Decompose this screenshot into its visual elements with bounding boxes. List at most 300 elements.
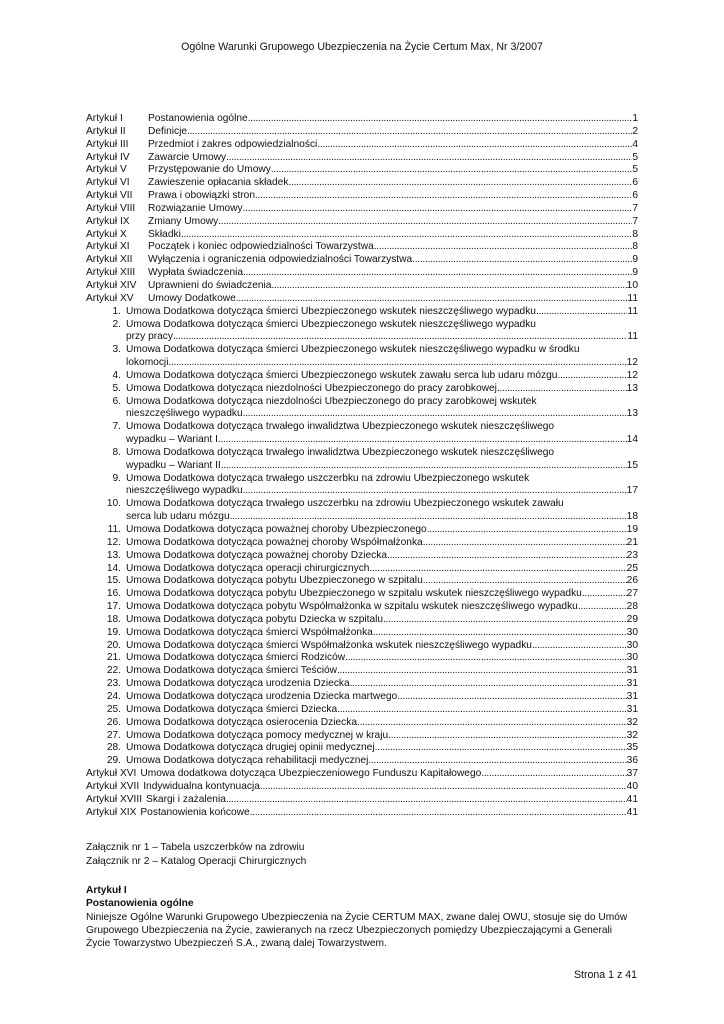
toc-leader-dots bbox=[368, 755, 626, 768]
toc-leader-dots bbox=[337, 704, 626, 717]
toc-entry-text: Umowa Dodatkowa dotycząca śmierci Dziecka bbox=[126, 703, 338, 715]
article-paragraph: Niniejsze Ogólne Warunki Grupowego Ubezpieczenia na Życie CERTUM MAX, zwane dalej OWU, stosuje się do Umów Grupowego Ubezpieczenia na Życie, zawieranych na rzecz Ubezpieczonych pomiędzy Ubezpieczającymi a Generali Życie Towarzystwo Ubezpieczeń S.A., zwaną dalej Towarzystwem. bbox=[86, 911, 628, 950]
toc-article-row[interactable] bbox=[86, 113, 638, 126]
toc-entry-text: Wyłączenia i ograniczenia odpowiedzialności Towarzystwa bbox=[148, 254, 413, 266]
toc-entry-text: Umowa Dodatkowa dotycząca śmierci Współmałżonka wskutek nieszczęśliwego wypadku bbox=[126, 639, 532, 651]
toc-leader-dots bbox=[230, 511, 627, 524]
toc-subitem-text: Umowa Dodatkowa dotycząca trwałego inwalidztwa Ubezpieczonego wskutek nieszczęśliwego bbox=[126, 446, 555, 458]
toc-entry-title bbox=[146, 794, 638, 807]
toc-leader-dots bbox=[373, 627, 627, 640]
toc-article-row[interactable] bbox=[86, 177, 638, 190]
toc-subitem-number: 14. bbox=[106, 562, 121, 574]
toc-page-number: 36 bbox=[626, 755, 638, 767]
toc-entry-title bbox=[126, 665, 638, 678]
toc-leader-dots bbox=[397, 691, 626, 704]
toc-article-label: Artykuł VIII bbox=[86, 202, 136, 214]
toc-leader-dots bbox=[248, 113, 633, 126]
toc-entry-text: Początek i koniec odpowiedzialności Towarzystwa bbox=[148, 241, 374, 253]
toc-entry-text: Umowa Dodatkowa dotycząca pobytu Współmałżonka w szpitalu wskutek nieszczęśliwego wypadku bbox=[126, 601, 578, 613]
toc-leader-dots bbox=[423, 575, 627, 588]
toc-entry-title bbox=[148, 113, 638, 126]
toc-entry-text: Umowa Dodatkowa dotycząca pobytu Ubezpieczonego w szpitalu wskutek nieszczęśliwego wypadku bbox=[126, 588, 582, 600]
toc-entry-title bbox=[148, 164, 638, 177]
toc-entry-title bbox=[126, 717, 638, 730]
toc-page-number: 5 bbox=[632, 151, 638, 163]
toc-entry-text: Umowa Dodatkowa dotycząca rehabilitacji medycznej bbox=[126, 755, 369, 767]
toc-entry-text: wypadku – Wariant I bbox=[126, 434, 218, 446]
toc-page-number: 32 bbox=[626, 716, 638, 728]
toc-article-row[interactable] bbox=[86, 241, 638, 254]
toc-subitem-number: 3. bbox=[112, 344, 121, 356]
toc-article-label: Artykuł XII bbox=[86, 254, 133, 266]
toc-subitem-row[interactable] bbox=[86, 447, 638, 460]
toc-subitem-row[interactable] bbox=[86, 575, 638, 588]
toc-entry-title bbox=[126, 755, 638, 768]
toc-entry-title bbox=[140, 807, 638, 820]
toc-entry-title bbox=[126, 511, 638, 524]
toc-subitem-row-cont[interactable] bbox=[86, 460, 638, 473]
toc-subitem-text: Umowa Dodatkowa dotycząca trwałego uszczerbku na zdrowiu Ubezpieczonego wskutek zawału bbox=[126, 498, 564, 510]
page-number: Strona 1 z 41 bbox=[573, 969, 637, 981]
toc-article-label: Artykuł III bbox=[86, 138, 129, 150]
toc-leader-dots bbox=[582, 588, 627, 601]
toc-article-label: Artykuł XIX bbox=[86, 806, 137, 818]
toc-entry-title bbox=[126, 331, 638, 344]
toc-entry-text: Umowy Dodatkowe bbox=[148, 292, 236, 304]
toc-subitem-text: Umowa Dodatkowa dotycząca śmierci Ubezpieczonego wskutek nieszczęśliwego wypadku bbox=[126, 318, 536, 330]
toc-leader-dots bbox=[218, 434, 627, 447]
toc-subitem-number: 29. bbox=[106, 755, 121, 767]
toc-subitem-row-cont[interactable] bbox=[86, 485, 638, 498]
toc-entry-text: Umowa Dodatkowa dotycząca urodzenia Dziecka martwego bbox=[126, 690, 398, 702]
toc-page-number: 8 bbox=[632, 228, 638, 240]
toc-entry-title bbox=[143, 781, 638, 794]
toc-subitem-number: 8. bbox=[112, 446, 121, 458]
toc-page-number: 30 bbox=[626, 626, 638, 638]
toc-entry-title bbox=[126, 485, 638, 498]
toc-subitem-row[interactable] bbox=[86, 665, 638, 678]
toc-article-row[interactable] bbox=[86, 293, 638, 306]
toc-entry-title bbox=[148, 254, 638, 267]
toc-entry-text: Umowa Dodatkowa dotycząca urodzenia Dziecka bbox=[126, 678, 350, 690]
toc-entry-text: Rozwiązanie Umowy bbox=[148, 202, 243, 214]
toc-page-number: 31 bbox=[626, 665, 638, 677]
toc-subitem-number: 17. bbox=[106, 601, 121, 613]
toc-subitem-row[interactable] bbox=[86, 691, 638, 704]
toc-entry-title bbox=[126, 575, 638, 588]
toc-entry-title bbox=[126, 370, 638, 383]
toc-entry-title bbox=[126, 691, 638, 704]
toc-leader-dots bbox=[218, 216, 632, 229]
toc-subitem-number: 27. bbox=[106, 729, 121, 741]
toc-leader-dots bbox=[375, 742, 627, 755]
toc-article-label: Artykuł XIII bbox=[86, 267, 136, 279]
toc-entry-text: Prawa i obowiązki stron bbox=[148, 190, 256, 202]
toc-entry-title bbox=[126, 434, 638, 447]
toc-subitem-number: 16. bbox=[106, 588, 121, 600]
toc-article-row[interactable] bbox=[86, 216, 638, 229]
toc-subitem-row[interactable] bbox=[86, 742, 638, 755]
toc-leader-dots bbox=[497, 383, 627, 396]
toc-subitem-number: 21. bbox=[106, 652, 121, 664]
toc-entry-title bbox=[126, 704, 638, 717]
toc-article-row[interactable] bbox=[86, 164, 638, 177]
toc-subitem-row[interactable] bbox=[86, 537, 638, 550]
toc-subitem-row[interactable] bbox=[86, 550, 638, 563]
toc-page-number: 17 bbox=[626, 485, 638, 497]
toc-article-row[interactable] bbox=[86, 807, 638, 820]
toc-page-number: 37 bbox=[626, 768, 638, 780]
toc-entry-title bbox=[126, 537, 638, 550]
toc-entry-text: Składki bbox=[148, 228, 181, 240]
toc-leader-dots bbox=[387, 550, 627, 563]
toc-subitem-number: 25. bbox=[106, 703, 121, 715]
toc-entry-title bbox=[148, 177, 638, 190]
toc-entry-text: Umowa Dodatkowa dotycząca osierocenia Dziecka bbox=[126, 716, 358, 728]
toc-subitem-row[interactable] bbox=[86, 473, 638, 486]
toc-leader-dots bbox=[271, 280, 626, 293]
toc-entry-text: Umowa Dodatkowa dotycząca śmierci Rodziców bbox=[126, 652, 346, 664]
toc-leader-dots bbox=[412, 254, 632, 267]
toc-article-label: Artykuł XVIII bbox=[86, 793, 143, 805]
toc-leader-dots bbox=[168, 357, 626, 370]
toc-page-number: 18 bbox=[626, 511, 638, 523]
toc-article-row[interactable] bbox=[86, 139, 638, 152]
toc-page-number: 7 bbox=[632, 215, 638, 227]
toc-article-label: Artykuł V bbox=[86, 164, 127, 176]
annex-item: Załącznik nr 2 – Katalog Operacji Chirurgicznych bbox=[86, 855, 307, 867]
toc-page-number: 21 bbox=[626, 536, 638, 548]
toc-subitem-number: 28. bbox=[106, 742, 121, 754]
page-header: Ogólne Warunki Grupowego Ubezpieczenia na Życie Certum Max, Nr 3/2007 bbox=[181, 41, 543, 53]
toc-article-label: Artykuł XIV bbox=[86, 279, 137, 291]
toc-subitem-number: 10. bbox=[106, 498, 121, 510]
toc-subitem-row[interactable] bbox=[86, 627, 638, 640]
toc-subitem-row[interactable] bbox=[86, 396, 638, 409]
toc-subitem-row[interactable] bbox=[86, 614, 638, 627]
toc-page-number: 9 bbox=[632, 254, 638, 266]
toc-leader-dots bbox=[388, 730, 627, 743]
toc-page-number: 4 bbox=[632, 138, 638, 150]
toc-entry-text: Przedmiot i zakres odpowiedzialności bbox=[148, 138, 318, 150]
toc-entry-text: wypadku – Wariant II bbox=[126, 459, 221, 471]
toc-page-number: 30 bbox=[626, 639, 638, 651]
toc-subitem-number: 2. bbox=[112, 318, 121, 330]
toc-entry-text: nieszczęśliwego wypadku bbox=[126, 485, 243, 497]
table-of-contents bbox=[86, 113, 638, 819]
toc-page-number: 6 bbox=[632, 190, 638, 202]
toc-article-row[interactable] bbox=[86, 254, 638, 267]
toc-article-row[interactable] bbox=[86, 794, 638, 807]
toc-leader-dots bbox=[226, 794, 627, 807]
toc-page-number: 7 bbox=[632, 202, 638, 214]
toc-subitem-row-cont[interactable] bbox=[86, 331, 638, 344]
toc-subitem-number: 26. bbox=[106, 716, 121, 728]
toc-entry-title bbox=[126, 601, 638, 614]
toc-subitem-text: Umowa Dodatkowa dotycząca trwałego inwalidztwa Ubezpieczonego wskutek nieszczęśliwego bbox=[126, 421, 555, 433]
toc-subitem-row-cont[interactable] bbox=[86, 408, 638, 421]
toc-leader-dots bbox=[374, 241, 633, 254]
toc-article-label: Artykuł X bbox=[86, 228, 127, 240]
toc-entry-title bbox=[148, 241, 638, 254]
toc-leader-dots bbox=[243, 408, 627, 421]
toc-entry-text: Umowa Dodatkowa dotycząca drugiej opinii medycznej bbox=[126, 742, 375, 754]
toc-page-number: 40 bbox=[626, 780, 638, 792]
toc-subitem-number: 19. bbox=[106, 626, 121, 638]
toc-subitem-text: Umowa Dodatkowa dotycząca niezdolności Ubezpieczonego do pracy zarobkowej wskutek bbox=[126, 395, 537, 407]
toc-article-row[interactable] bbox=[86, 267, 638, 280]
toc-page-number: 2 bbox=[632, 125, 638, 137]
toc-subitem-number: 12. bbox=[106, 536, 121, 548]
toc-subitem-text: Umowa Dodatkowa dotycząca śmierci Ubezpieczonego wskutek nieszczęśliwego wypadku w środku bbox=[126, 344, 580, 356]
toc-leader-dots bbox=[243, 203, 633, 216]
toc-page-number: 11 bbox=[627, 292, 638, 304]
toc-leader-dots bbox=[260, 781, 627, 794]
toc-subitem-number: 20. bbox=[106, 639, 121, 651]
toc-subitem-number: 11. bbox=[107, 524, 121, 535]
toc-entry-title bbox=[148, 152, 638, 165]
toc-leader-dots bbox=[345, 652, 627, 665]
toc-page-number: 6 bbox=[632, 177, 638, 189]
toc-entry-text: lokomocji bbox=[126, 357, 169, 369]
toc-leader-dots bbox=[181, 229, 632, 242]
toc-entry-text: Umowa dodatkowa dotycząca Ubezpieczeniowego Funduszu Kapitałowego bbox=[140, 768, 482, 780]
toc-entry-text: Zmiany Umowy bbox=[148, 215, 219, 227]
toc-page-number: 1 bbox=[632, 113, 638, 124]
toc-page-number: 9 bbox=[632, 267, 638, 279]
toc-entry-text: Skargi i zażalenia bbox=[146, 793, 226, 805]
toc-entry-text: Umowa Dodatkowa dotycząca śmierci Ubezpieczonego wskutek nieszczęśliwego wypadku bbox=[126, 305, 536, 317]
toc-page-number: 23 bbox=[626, 549, 638, 561]
toc-entry-text: Zawieszenie opłacania składek bbox=[148, 177, 289, 189]
toc-leader-dots bbox=[337, 665, 627, 678]
toc-entry-title bbox=[148, 267, 638, 280]
toc-entry-title bbox=[126, 652, 638, 665]
toc-leader-dots bbox=[243, 485, 627, 498]
toc-page-number: 30 bbox=[626, 652, 638, 664]
toc-page-number: 35 bbox=[626, 742, 638, 754]
toc-leader-dots bbox=[427, 524, 627, 537]
toc-leader-dots bbox=[250, 807, 627, 820]
toc-subitem-row[interactable] bbox=[86, 319, 638, 332]
toc-subitem-row-cont[interactable] bbox=[86, 434, 638, 447]
toc-page-number: 25 bbox=[626, 562, 638, 574]
toc-entry-text: Postanowienia ogólne bbox=[148, 113, 248, 124]
toc-article-label: Artykuł I bbox=[86, 113, 123, 124]
toc-entry-text: Umowa Dodatkowa dotycząca poważnej choroby Dziecka bbox=[126, 549, 388, 561]
toc-subitem-number: 22. bbox=[106, 665, 121, 677]
toc-subitem-text: Umowa Dodatkowa dotycząca trwałego uszczerbku na zdrowiu Ubezpieczonego wskutek bbox=[126, 472, 530, 484]
toc-page-number: 11 bbox=[627, 331, 638, 343]
toc-leader-dots bbox=[350, 678, 627, 691]
toc-article-row[interactable] bbox=[86, 781, 638, 794]
toc-page-number: 32 bbox=[626, 729, 638, 741]
article-section bbox=[86, 884, 638, 950]
toc-subitem-row[interactable] bbox=[86, 717, 638, 730]
toc-entry-text: nieszczęśliwego wypadku bbox=[126, 408, 243, 420]
toc-entry-title bbox=[126, 383, 638, 396]
toc-page-number: 10 bbox=[626, 279, 638, 291]
toc-page-number: 29 bbox=[626, 613, 638, 625]
toc-subitem-row[interactable] bbox=[86, 421, 638, 434]
article-subheading: Postanowienia ogólne bbox=[86, 898, 194, 910]
toc-leader-dots bbox=[271, 164, 632, 177]
toc-leader-dots bbox=[221, 460, 627, 473]
toc-entry-text: Przystępowanie do Umowy bbox=[148, 164, 271, 176]
toc-page-number: 12 bbox=[626, 357, 638, 369]
toc-entry-text: Indywidualna kontynuacja bbox=[143, 780, 260, 792]
toc-entry-title bbox=[148, 203, 638, 216]
toc-subitem-row[interactable] bbox=[86, 652, 638, 665]
toc-entry-title bbox=[148, 190, 638, 203]
toc-entry-text: Uprawnieni do świadczenia bbox=[148, 279, 272, 291]
toc-page-number: 12 bbox=[626, 369, 638, 381]
toc-subitem-row[interactable] bbox=[86, 730, 638, 743]
toc-entry-text: Umowa Dodatkowa dotycząca pomocy medycznej w kraju bbox=[126, 729, 389, 741]
toc-subitem-number: 24. bbox=[106, 690, 121, 702]
toc-entry-text: Definicje bbox=[148, 125, 188, 137]
toc-article-label: Artykuł XI bbox=[86, 241, 130, 253]
toc-leader-dots bbox=[536, 306, 627, 319]
toc-article-label: Artykuł XVII bbox=[86, 780, 140, 792]
toc-article-row[interactable] bbox=[86, 190, 638, 203]
toc-page-number: 31 bbox=[626, 690, 638, 702]
toc-entry-title bbox=[126, 742, 638, 755]
toc-subitem-number: 18. bbox=[106, 613, 121, 625]
toc-entry-text: Wypłata świadczenia bbox=[148, 267, 244, 279]
toc-subitem-number: 7. bbox=[112, 421, 121, 433]
toc-subitem-row[interactable] bbox=[86, 344, 638, 357]
toc-leader-dots bbox=[357, 717, 627, 730]
toc-entry-text: Umowa Dodatkowa dotycząca śmierci Teściów bbox=[126, 665, 337, 677]
toc-subitem-row[interactable] bbox=[86, 563, 638, 576]
toc-subitem-row[interactable] bbox=[86, 383, 638, 396]
toc-leader-dots bbox=[481, 768, 626, 781]
toc-subitem-row[interactable] bbox=[86, 524, 638, 537]
toc-entry-title bbox=[126, 588, 638, 601]
toc-entry-title bbox=[126, 357, 638, 370]
toc-page-number: 14 bbox=[626, 434, 638, 446]
toc-leader-dots bbox=[532, 640, 627, 653]
toc-entry-text: Umowa Dodatkowa dotycząca operacji chirurgicznych bbox=[126, 562, 370, 574]
toc-entry-title bbox=[126, 306, 638, 319]
toc-page-number: 13 bbox=[626, 382, 638, 394]
toc-article-row[interactable] bbox=[86, 126, 638, 139]
toc-entry-title bbox=[148, 229, 638, 242]
toc-page-number: 26 bbox=[626, 575, 638, 587]
toc-article-label: Artykuł IV bbox=[86, 151, 130, 163]
toc-leader-dots bbox=[255, 190, 632, 203]
toc-subitem-row-cont[interactable] bbox=[86, 357, 638, 370]
toc-subitem-row[interactable] bbox=[86, 678, 638, 691]
toc-subitem-row[interactable] bbox=[86, 704, 638, 717]
toc-page-number: 31 bbox=[626, 678, 638, 690]
toc-subitem-row[interactable] bbox=[86, 498, 638, 511]
toc-article-label: Artykuł II bbox=[86, 125, 126, 137]
toc-article-row[interactable] bbox=[86, 152, 638, 165]
toc-entry-title bbox=[126, 627, 638, 640]
toc-leader-dots bbox=[317, 139, 632, 152]
toc-entry-text: Umowa Dodatkowa dotycząca pobytu Dziecka w szpitalu bbox=[126, 613, 384, 625]
toc-entry-title bbox=[148, 126, 638, 139]
toc-subitem-number: 15. bbox=[106, 575, 121, 587]
annex-item: Załącznik nr 1 – Tabela uszczerbków na zdrowiu bbox=[86, 842, 305, 853]
toc-leader-dots bbox=[173, 331, 627, 344]
toc-article-label: Artykuł IX bbox=[86, 215, 130, 227]
toc-entry-title bbox=[148, 293, 638, 306]
toc-leader-dots bbox=[369, 563, 626, 576]
toc-entry-title bbox=[126, 614, 638, 627]
toc-subitem-number: 9. bbox=[112, 472, 121, 484]
toc-subitem-row[interactable] bbox=[86, 640, 638, 653]
toc-page-number: 11 bbox=[627, 305, 638, 317]
toc-article-row[interactable] bbox=[86, 768, 638, 781]
toc-leader-dots bbox=[243, 267, 632, 280]
toc-article-row[interactable] bbox=[86, 229, 638, 242]
toc-leader-dots bbox=[187, 126, 632, 139]
toc-entry-text: przy pracy bbox=[126, 331, 173, 343]
toc-entry-text: Zawarcie Umowy bbox=[148, 151, 227, 163]
toc-subitem-number: 23. bbox=[106, 678, 121, 690]
toc-entry-text: Umowa Dodatkowa dotycząca poważnej choroby Ubezpieczonego bbox=[126, 524, 427, 535]
toc-article-label: Artykuł VII bbox=[86, 190, 133, 202]
toc-subitem-number: 4. bbox=[112, 369, 121, 381]
toc-subitem-row[interactable] bbox=[86, 601, 638, 614]
toc-page-number: 19 bbox=[626, 524, 638, 535]
toc-leader-dots bbox=[383, 614, 627, 627]
toc-subitem-row[interactable] bbox=[86, 306, 638, 319]
toc-leader-dots bbox=[236, 293, 628, 306]
toc-article-label: Artykuł XVI bbox=[86, 768, 137, 780]
toc-page-number: 13 bbox=[626, 408, 638, 420]
annex-list bbox=[86, 841, 306, 868]
toc-article-label: Artykuł VI bbox=[86, 177, 130, 189]
toc-page-number: 28 bbox=[626, 601, 638, 613]
toc-subitem-number: 1. bbox=[112, 305, 121, 317]
toc-leader-dots bbox=[423, 537, 627, 550]
toc-subitem-row[interactable] bbox=[86, 370, 638, 383]
toc-entry-title bbox=[126, 640, 638, 653]
toc-page-number: 27 bbox=[626, 588, 638, 600]
toc-subitem-number: 6. bbox=[112, 395, 121, 407]
toc-entry-title bbox=[126, 730, 638, 743]
toc-subitem-row[interactable] bbox=[86, 755, 638, 768]
toc-entry-title bbox=[148, 280, 638, 293]
toc-subitem-row[interactable] bbox=[86, 588, 638, 601]
toc-entry-title bbox=[126, 524, 638, 537]
article-heading: Artykuł I bbox=[86, 885, 127, 896]
toc-entry-text: Umowa Dodatkowa dotycząca pobytu Ubezpieczonego w szpitalu bbox=[126, 575, 423, 587]
toc-page-number: 8 bbox=[632, 241, 638, 253]
toc-entry-title bbox=[148, 216, 638, 229]
toc-entry-text: Umowa Dodatkowa dotycząca śmierci Współmałżonka bbox=[126, 626, 373, 638]
toc-page-number: 41 bbox=[626, 793, 638, 805]
toc-page-number: 5 bbox=[632, 164, 638, 176]
toc-subitem-row-cont[interactable] bbox=[86, 511, 638, 524]
toc-subitem-number: 5. bbox=[112, 382, 121, 394]
toc-entry-title bbox=[140, 768, 638, 781]
toc-entry-title bbox=[126, 460, 638, 473]
toc-entry-title bbox=[126, 563, 638, 576]
toc-entry-title bbox=[126, 678, 638, 691]
toc-entry-text: serca lub udaru mózgu bbox=[126, 511, 230, 523]
toc-article-row[interactable] bbox=[86, 203, 638, 216]
toc-article-label: Artykuł XV bbox=[86, 292, 134, 304]
toc-entry-title bbox=[126, 408, 638, 421]
toc-leader-dots bbox=[226, 152, 632, 165]
toc-article-row[interactable] bbox=[86, 280, 638, 293]
toc-page-number: 15 bbox=[626, 459, 638, 471]
